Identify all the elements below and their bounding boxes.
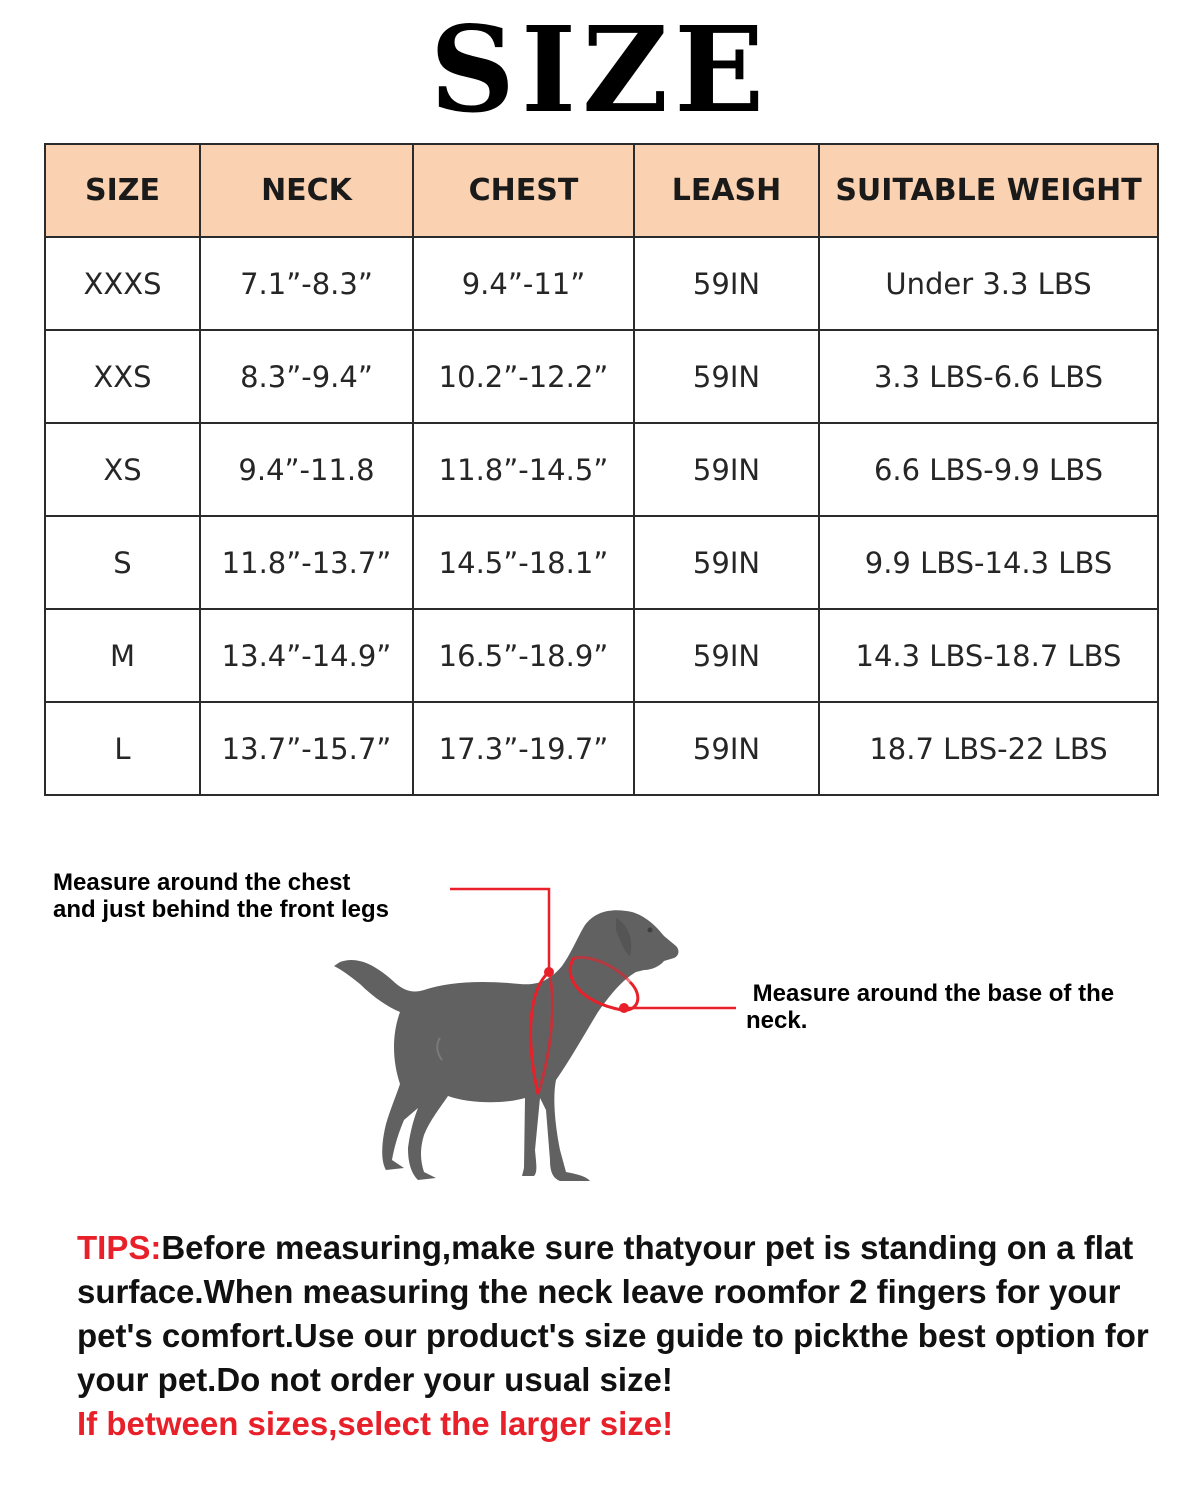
table-row [45,423,1158,516]
cell-size: XXXS [45,237,200,330]
tips-body: Before measuring,make sure thatyour pet is standing on a flat surface.When measuring the neck leave roomfor 2 fingers for your pet's comfort.Use our product's size guide to pickthe best option for your pet.Do not order your usual size! [77,1229,1149,1398]
tips-warning: If between sizes,select the larger size! [77,1405,674,1442]
header-neck: NECK [200,144,413,237]
cell-leash: 59IN [634,237,819,330]
cell-chest: 10.2”-12.2” [413,330,634,423]
cell-chest: 17.3”-19.7” [413,702,634,795]
cell-weight: 9.9 LBS-14.3 LBS [819,516,1158,609]
table-row [45,237,1158,330]
neck-measure-line-1: Measure around the base of the [746,980,1115,1007]
table-row [45,609,1158,702]
dog-silhouette [334,910,678,1181]
cell-weight: 6.6 LBS-9.9 LBS [819,423,1158,516]
cell-leash: 59IN [634,609,819,702]
cell-chest: 9.4”-11” [413,237,634,330]
cell-size: XS [45,423,200,516]
cell-weight: 18.7 LBS-22 LBS [819,702,1158,795]
cell-size: L [45,702,200,795]
cell-leash: 59IN [634,516,819,609]
cell-size: S [45,516,200,609]
page-title: SIZE [429,0,771,139]
header-leash: LEASH [634,144,819,237]
header-chest: CHEST [413,144,634,237]
cell-size: M [45,609,200,702]
size-chart-table [44,143,1159,796]
cell-neck: 11.8”-13.7” [200,516,413,609]
table-row [45,516,1158,609]
cell-leash: 59IN [634,423,819,516]
cell-weight: 3.3 LBS-6.6 LBS [819,330,1158,423]
cell-chest: 14.5”-18.1” [413,516,634,609]
cell-neck: 7.1”-8.3” [200,237,413,330]
cell-weight: Under 3.3 LBS [819,237,1158,330]
dog-measurement-illustration [0,860,1200,1200]
cell-leash: 59IN [634,330,819,423]
cell-weight: 14.3 LBS-18.7 LBS [819,609,1158,702]
cell-leash: 59IN [634,702,819,795]
tips-paragraph [77,1226,1177,1446]
cell-neck: 13.4”-14.9” [200,609,413,702]
table-row [45,702,1158,795]
chest-measure-line-1: Measure around the chest [53,869,351,896]
chest-measure-line-2: and just behind the front legs [53,896,389,923]
tips-label: TIPS: [77,1229,162,1266]
table-row [45,330,1158,423]
cell-neck: 8.3”-9.4” [200,330,413,423]
table-header-row [45,144,1158,237]
neck-measure-line-2: neck. [746,1007,808,1034]
cell-size: XXS [45,330,200,423]
cell-neck: 9.4”-11.8 [200,423,413,516]
header-suitable-weight: SUITABLE WEIGHT [819,144,1158,237]
cell-neck: 13.7”-15.7” [200,702,413,795]
header-size: SIZE [45,144,200,237]
cell-chest: 16.5”-18.9” [413,609,634,702]
cell-chest: 11.8”-14.5” [413,423,634,516]
